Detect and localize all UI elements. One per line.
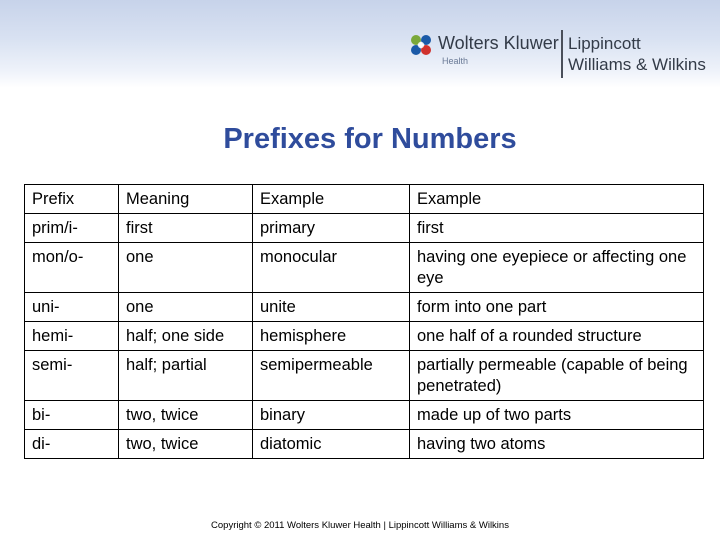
cell-example-definition: partially permeable (capable of being penetrated) xyxy=(410,351,704,401)
cell-example-definition: having one eyepiece or affecting one eye xyxy=(410,243,704,293)
header-meaning: Meaning xyxy=(119,185,253,214)
header-example-word: Example xyxy=(253,185,410,214)
cell-example-word: semipermeable xyxy=(253,351,410,401)
cell-example-word: binary xyxy=(253,401,410,430)
cell-example-definition: made up of two parts xyxy=(410,401,704,430)
cell-example-definition: having two atoms xyxy=(410,430,704,459)
cell-prefix: di- xyxy=(25,430,119,459)
table-header-row xyxy=(25,185,704,214)
company-name: Wolters Kluwer xyxy=(438,33,559,53)
cell-example-definition: one half of a rounded structure xyxy=(410,322,704,351)
cell-example-word: primary xyxy=(253,214,410,243)
partner-name-line1: Lippincott xyxy=(568,34,641,53)
cell-prefix: hemi- xyxy=(25,322,119,351)
cell-meaning: first xyxy=(119,214,253,243)
division-name: Health xyxy=(442,56,469,66)
cell-meaning: two, twice xyxy=(119,430,253,459)
table-row xyxy=(25,293,704,322)
table-row xyxy=(25,322,704,351)
cell-example-word: monocular xyxy=(253,243,410,293)
wolters-kluwer-logo-icon xyxy=(408,32,434,58)
cell-example-word: diatomic xyxy=(253,430,410,459)
table-row xyxy=(25,401,704,430)
cell-prefix: uni- xyxy=(25,293,119,322)
cell-meaning: one xyxy=(119,293,253,322)
cell-example-word: hemisphere xyxy=(253,322,410,351)
cell-meaning: half; one side xyxy=(119,322,253,351)
cell-meaning: one xyxy=(119,243,253,293)
cell-example-definition: first xyxy=(410,214,704,243)
cell-meaning: half; partial xyxy=(119,351,253,401)
copyright-footer: Copyright © 2011 Wolters Kluwer Health | Lippincott Williams & Wilkins xyxy=(211,520,509,531)
slide-title: Prefixes for Numbers xyxy=(223,123,517,155)
cell-example-word: unite xyxy=(253,293,410,322)
header-example-definition: Example xyxy=(410,185,704,214)
header-prefix: Prefix xyxy=(25,185,119,214)
table-row xyxy=(25,214,704,243)
cell-example-definition: form into one part xyxy=(410,293,704,322)
cell-prefix: bi- xyxy=(25,401,119,430)
prefix-table xyxy=(24,184,704,459)
cell-prefix: semi- xyxy=(25,351,119,401)
cell-prefix: prim/i- xyxy=(25,214,119,243)
logo-divider xyxy=(561,30,563,78)
table-row xyxy=(25,243,704,293)
cell-meaning: two, twice xyxy=(119,401,253,430)
table-row xyxy=(25,430,704,459)
table-row xyxy=(25,351,704,401)
cell-prefix: mon/o- xyxy=(25,243,119,293)
partner-name-line2: Williams & Wilkins xyxy=(568,55,706,74)
